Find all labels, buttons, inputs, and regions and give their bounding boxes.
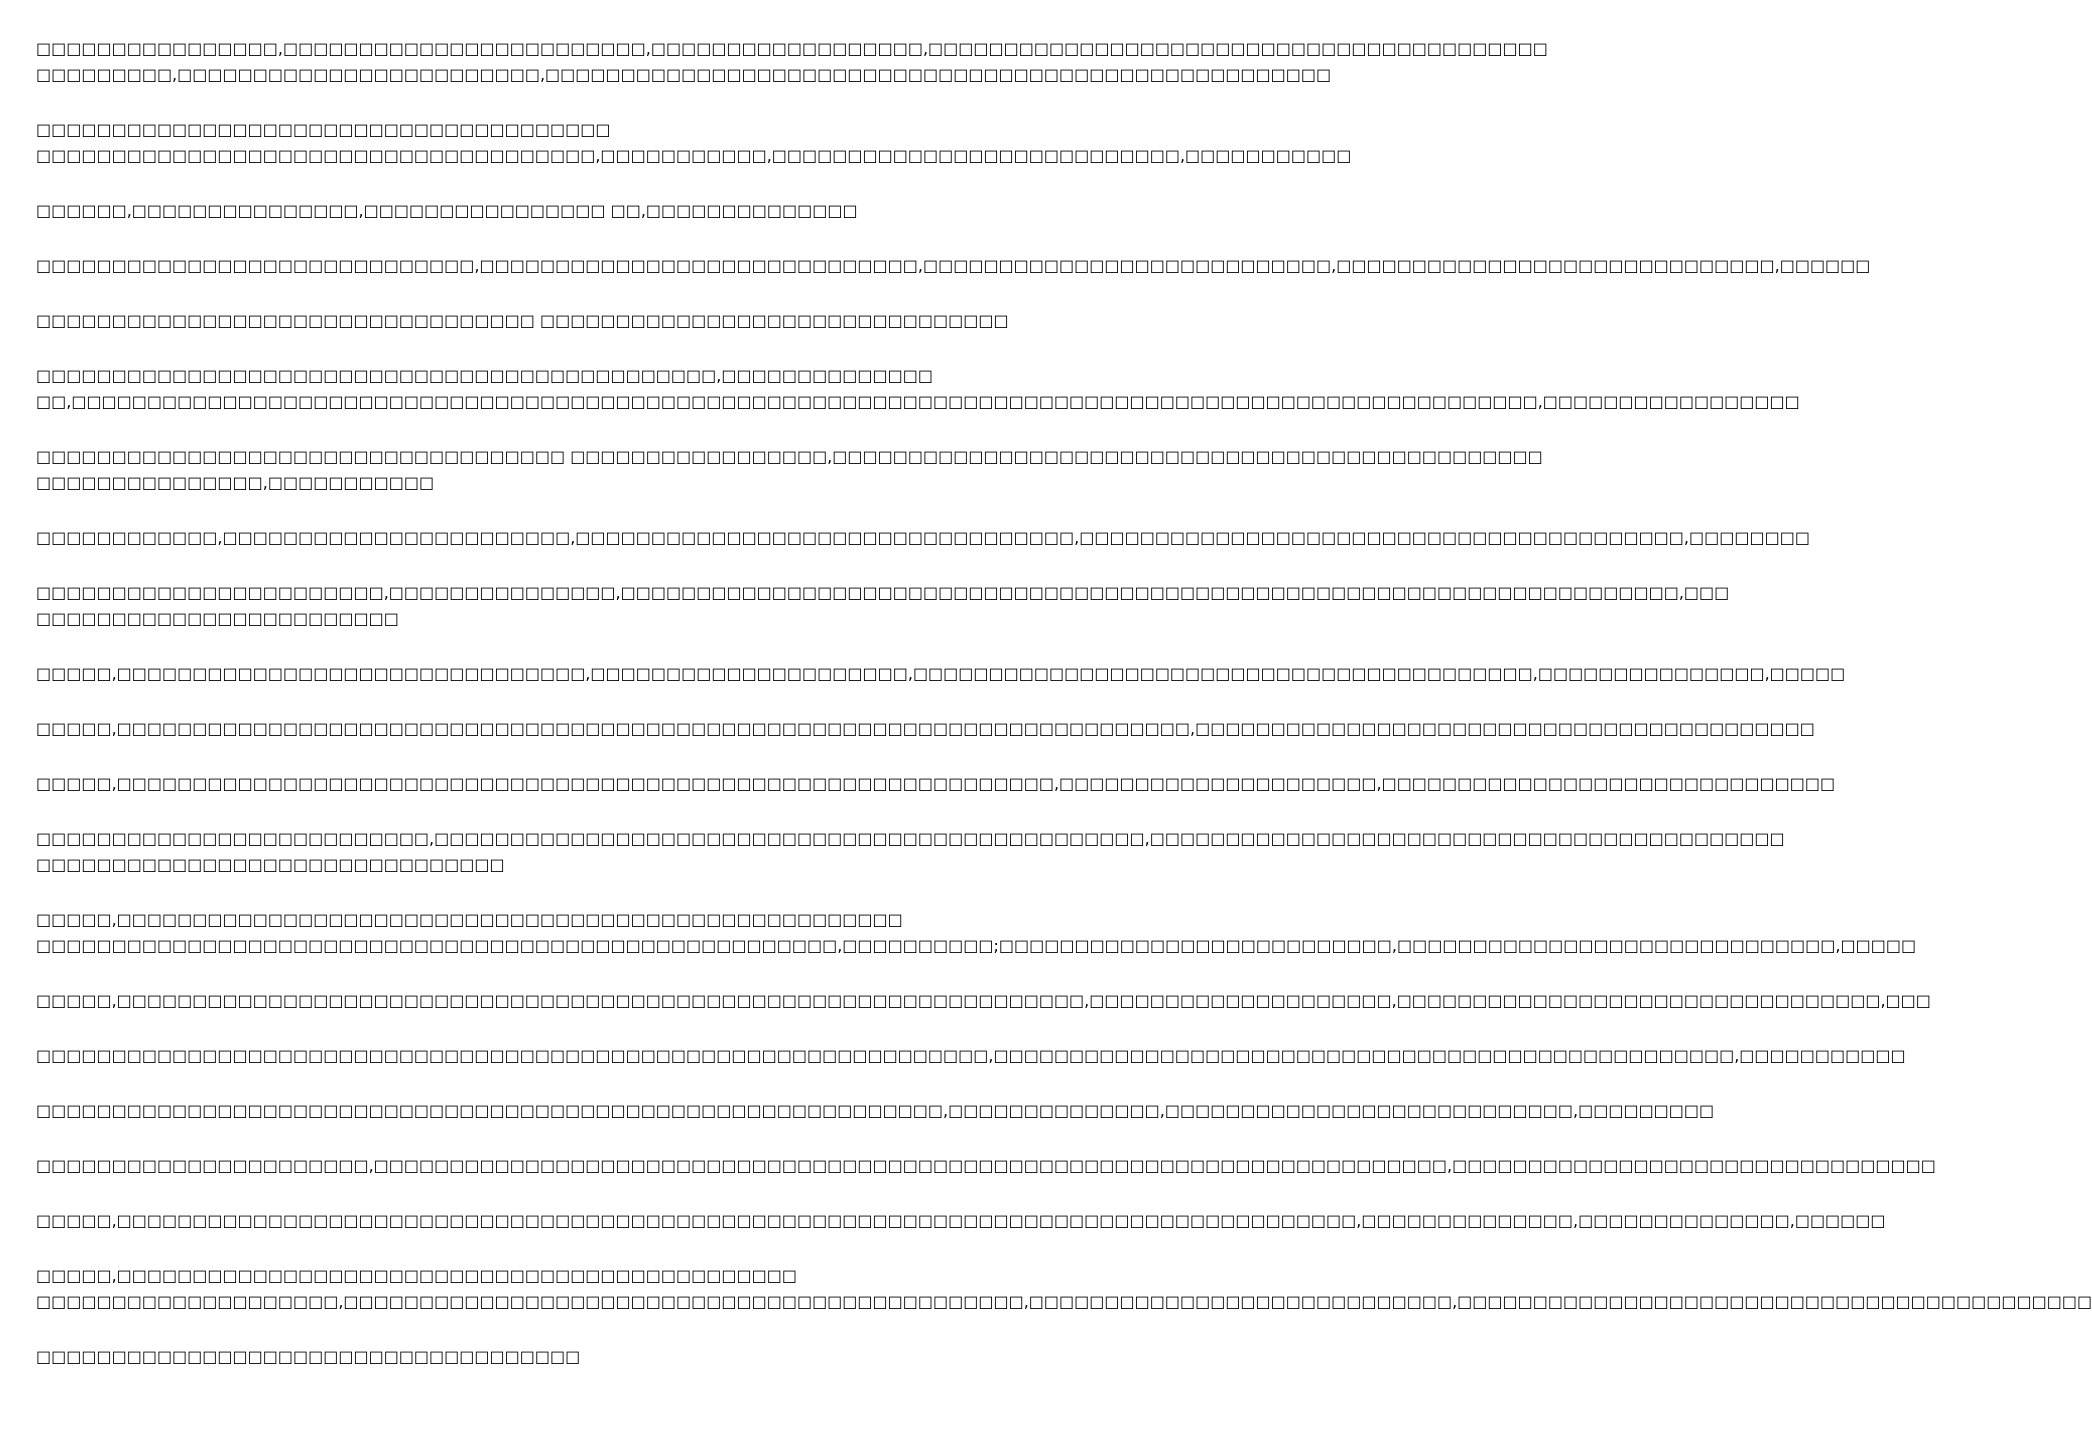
paragraph-20: □□□□□,□□□□□□□□□□□□□□□□□□□□□□□□□□□□□□□□□□□□□□□□□□□□□ □□□□□□□□□□□□□□□□□□□□,□□□□□□□□□□□□□□□□□□□□□□□□□□□□□□□□□□□□□□□□□□□□□,□□□□□□□□□□□□□□□□□□□□□□□□□□□□,□□□□□□□□□□□□□□□□□□□□□□□□□□□□□□□□□□□□□□□□□□	[36, 1266, 2092, 1311]
paragraph-3: □□□□□□,□□□□□□□□□□□□□□□,□□□□□□□□□□□□□□□□ □□,□□□□□□□□□□□□□□	[36, 201, 858, 220]
paragraph-2: □□□□□□□□□□□□□□□□□□□□□□□□□□□□□□□□□□□□□□ □□□□□□□□□□□□□□□□□□□□□□□□□□□□□□□□□□□□□,□□□□□□□□□□□,□□□□□□□□□□□□□□□□□□□□□□□□□□□,□□□□□□□□□□□	[36, 120, 1352, 165]
paragraph-12: □□□□□,□□□□□□□□□□□□□□□□□□□□□□□□□□□□□□□□□□□□□□□□□□□□□□□□□□□□□□□□□□□□□□,□□□□□□□□□□□□□□□□□□□□□,□□□□□□□□□□□□□□□□□□□□□□□□□□□□□□	[36, 774, 1836, 793]
paragraph-1: □□□□□□□□□□□□□□□□,□□□□□□□□□□□□□□□□□□□□□□□□,□□□□□□□□□□□□□□□□□□,□□□□□□□□□□□□□□□□□□□□□□□□□□□□□□□□□□□□□□□□□ □□□□□□□□□,□□□□□□□□□□□□□□□□□□□□□□□□,□□□□□□□□□□□□□□□□□□□□□□□□□□□□□□□□□□□□□□□□□□□□□□□□□□□□	[36, 39, 1548, 84]
paragraph-16: □□□□□□□□□□□□□□□□□□□□□□□□□□□□□□□□□□□□□□□□□□□□□□□□□□□□□□□□□□□□□□□,□□□□□□□□□□□□□□□□□□□□□□□□□□□□□□□□□□□□□□□□□□□□□□□□□,□□□□□□□□□□□	[36, 1046, 1906, 1065]
paragraph-13: □□□□□□□□□□□□□□□□□□□□□□□□□□,□□□□□□□□□□□□□□□□□□□□□□□□□□□□□□□□□□□□□□□□□□□□□□□,□□□□□□□□□□□□□□□□□□□□□□□□□□□□□□□□□□□□□□□□□□ □□□□□□□□□□□□□□□□□□□□□□□□□□□□□□□	[36, 829, 1785, 874]
paragraph-9: □□□□□□□□□□□□□□□□□□□□□□□,□□□□□□□□□□□□□□□,□□□□□□□□□□□□□□□□□□□□□□□□□□□□□□□□□□□□□□□□□□□□□□□□□□□□□□□□□□□□□□□□□□□□□□,□□□ □□□□□□□□□□□□□□□□□□□□□□□□	[36, 583, 1730, 628]
paragraph-10: □□□□□,□□□□□□□□□□□□□□□□□□□□□□□□□□□□□□□,□□□□□□□□□□□□□□□□□□□□□,□□□□□□□□□□□□□□□□□□□□□□□□□□□□□□□□□□□□□□□□□,□□□□□□□□□□□□□□□,□□□□□	[36, 664, 1846, 683]
paragraph-19: □□□□□,□□□□□□□□□□□□□□□□□□□□□□□□□□□□□□□□□□□□□□□□□□□□□□□□□□□□□□□□□□□□□□□□□□□□□□□□□□□□□□□□□□,□□□□□□□□□□□□□□,□□□□□□□□□□□□□□,□□□□□□	[36, 1211, 1886, 1230]
paragraph-21: □□□□□□□□□□□□□□□□□□□□□□□□□□□□□□□□□□□□	[36, 1347, 581, 1366]
paragraph-7: □□□□□□□□□□□□□□□□□□□□□□□□□□□□□□□□□□□ □□□□□□□□□□□□□□□□□,□□□□□□□□□□□□□□□□□□□□□□□□□□□□□□□□□□□□□□□□□□□□□□□ □□□□□□□□□□□□□□□,□□□□□□□□□□□	[36, 447, 1543, 492]
paragraph-15: □□□□□,□□□□□□□□□□□□□□□□□□□□□□□□□□□□□□□□□□□□□□□□□□□□□□□□□□□□□□□□□□□□□□□□,□□□□□□□□□□□□□□□□□□□□,□□□□□□□□□□□□□□□□□□□□□□□□□□□□□□□□,□□□	[36, 991, 1931, 1010]
paragraph-18: □□□□□□□□□□□□□□□□□□□□□□,□□□□□□□□□□□□□□□□□□□□□□□□□□□□□□□□□□□□□□□□□□□□□□□□□□□□□□□□□□□□□□□□□□□□□□□,□□□□□□□□□□□□□□□□□□□□□□□□□□□□□□□□	[36, 1156, 1936, 1175]
paragraph-17: □□□□□□□□□□□□□□□□□□□□□□□□□□□□□□□□□□□□□□□□□□□□□□□□□□□□□□□□□□□□,□□□□□□□□□□□□□□,□□□□□□□□□□□□□□□□□□□□□□□□□□□,□□□□□□□□□	[36, 1101, 1715, 1120]
document-page	[36, 36, 2092, 1399]
paragraph-8: □□□□□□□□□□□□,□□□□□□□□□□□□□□□□□□□□□□□,□□□□□□□□□□□□□□□□□□□□□□□□□□□□□□□□□,□□□□□□□□□□□□□□□□□□□□□□□□□□□□□□□□□□□□□□□□,□□□□□□□□	[36, 528, 1810, 547]
paragraph-11: □□□□□,□□□□□□□□□□□□□□□□□□□□□□□□□□□□□□□□□□□□□□□□□□□□□□□□□□□□□□□□□□□□□□□□□□□□□□□,□□□□□□□□□□□□□□□□□□□□□□□□□□□□□□□□□□□□□□□□□	[36, 719, 1815, 738]
paragraph-4: □□□□□□□□□□□□□□□□□□□□□□□□□□□□□,□□□□□□□□□□□□□□□□□□□□□□□□□□□□□,□□□□□□□□□□□□□□□□□□□□□□□□□□□,□□□□□□□□□□□□□□□□□□□□□□□□□□□□□,□□□□□□	[36, 256, 1871, 275]
paragraph-6: □□□□□□□□□□□□□□□□□□□□□□□□□□□□□□□□□□□□□□□□□□□□□,□□□□□□□□□□□□□□ □□,□□□□□□□□□□□□□□□□□□□□□□□□□□□□□□□□□□□□□□□□□□□□□□□□□□□□□□□□□□□□□□□□□□□□□□□□□□□□□□□□□□□□□□□□□□□□□□□□□,□□□□□□□□□□□□□□□□□	[36, 366, 1800, 411]
paragraph-14: □□□□□,□□□□□□□□□□□□□□□□□□□□□□□□□□□□□□□□□□□□□□□□□□□□□□□□□□□□ □□□□□□□□□□□□□□□□□□□□□□□□□□□□□□□□□□□□□□□□□□□□□□□□□□□□□,□□□□□□□□□□;□□□□□□□□□□□□□□□□□□□□□□□□□□,□□□□□□□□□□□□□□□□□□□□□□□□□□□□□,□□□□□	[36, 910, 1917, 955]
paragraph-5: □□□□□□□□□□□□□□□□□□□□□□□□□□□□□□□□□ □□□□□□□□□□□□□□□□□□□□□□□□□□□□□□□	[36, 311, 1009, 330]
